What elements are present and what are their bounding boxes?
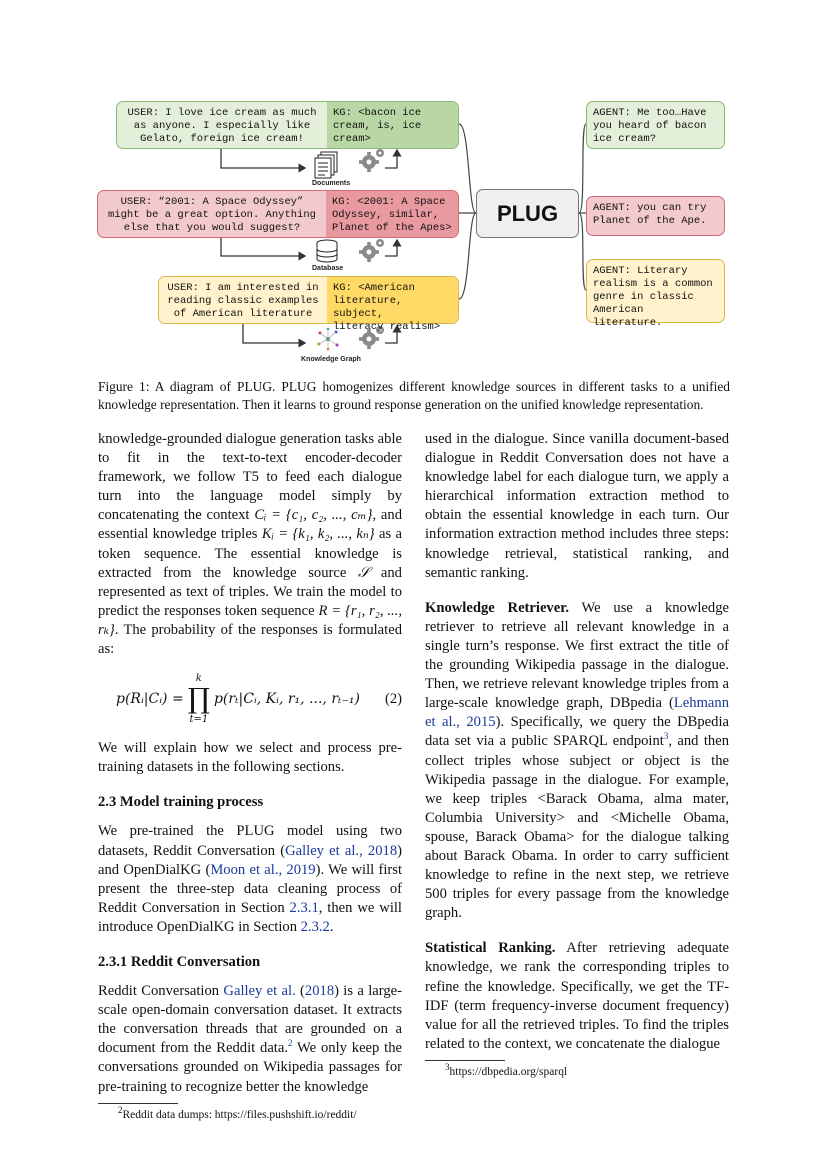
database-label: Database	[312, 265, 344, 272]
row1-input-box	[116, 101, 459, 149]
documents-label: Documents	[312, 180, 351, 187]
text-run: and represented as text of triples. We train the model to predict the responses token sequence	[98, 564, 402, 619]
text-line: realism is a common	[593, 278, 713, 290]
math-inline: Cᵢ = {c₁, c₂, ..., cₘ}	[254, 507, 373, 524]
section-heading-2-3-1: 2.3.1 Reddit Conversation	[98, 953, 261, 970]
math-inline: 𝒮	[357, 564, 370, 581]
footnote-number: 3	[445, 1062, 450, 1073]
text-line: USER: I am interested in	[167, 282, 319, 294]
section-heading-2-3: 2.3 Model training process	[98, 794, 264, 811]
row2-input-box	[97, 190, 459, 238]
text-line: Gelato, foreign ice cream!	[140, 133, 304, 145]
text-line: reading classic examples	[167, 295, 319, 307]
agent-response-2	[586, 196, 725, 236]
text-run: (	[295, 983, 305, 1000]
paragraph-heading: Statistical Ranking.	[425, 940, 556, 957]
row2-kg-text	[326, 191, 458, 237]
text-line: AGENT: Me too…Have	[593, 107, 707, 119]
row3-input-box	[158, 276, 459, 333]
row3-input-arrow	[243, 323, 305, 343]
documents-icon	[315, 152, 337, 178]
text-line: you heard of bacon	[593, 120, 707, 132]
right-column	[425, 430, 729, 1079]
paragraph-heading: Knowledge Retriever.	[425, 599, 569, 616]
text-run: knowledge-grounded dialogue generation tasks able to fit in the text-to-text encoder-decoder framework, we follow T5 to feed each dialogue turn into the language model simply by concatenating the context	[98, 431, 402, 524]
text-line: KG: <2001: A Space	[332, 196, 446, 208]
left-column	[98, 430, 402, 1122]
equation-number: (2)	[384, 690, 402, 707]
product-upper-limit: k	[195, 673, 202, 685]
text-line: American literature.	[593, 304, 663, 329]
row1-input-arrow	[221, 148, 305, 168]
product-symbol: ∏	[187, 682, 210, 716]
text-line: AGENT: Literary	[593, 265, 688, 277]
text-line: Planet of the Ape.	[593, 215, 707, 227]
row2-output-arrow	[385, 240, 397, 256]
paragraph	[98, 822, 402, 937]
text-line: USER: I love ice cream as much	[127, 107, 317, 119]
row2-user-text	[98, 191, 326, 237]
agent-response-3	[586, 259, 725, 329]
row2-input-arrow	[221, 238, 305, 256]
text-run: ) is a large-scale open-domain conversation dataset. It extracts the conversation threads that are grounded on a document from the Reddit data.	[98, 983, 402, 1057]
text-run: as a token sequence. The essential knowledge is extracted from the knowledge source	[98, 526, 402, 581]
footnote-text: https://dbpedia.org/sparql	[449, 1065, 568, 1078]
equation-2	[98, 663, 402, 735]
row1-user-text	[117, 102, 327, 148]
math-inline: Kᵢ = {k₁, k₂, ..., kₙ}	[261, 526, 375, 543]
citation-link[interactable]: Moon et al., 2019	[210, 861, 316, 878]
figure-caption: Figure 1: A diagram of PLUG. PLUG homogenizes different knowledge sources in different tasks to a unified knowledge representation. Then it learns to ground response generation on the unified knowledge representation.	[98, 379, 730, 412]
gear-icon	[359, 239, 384, 262]
text-run: ). Specifically, we query the DBpedia data set via a public SPARQL endpoint	[425, 714, 729, 750]
text-line: of American literature	[173, 308, 313, 320]
text-run: .	[329, 918, 334, 935]
paragraph: We will explain how we select and process pre-training datasets in the following sections.	[98, 740, 402, 776]
connector-plug-agent3	[579, 213, 586, 290]
section-ref-link[interactable]: 2.3.2	[300, 918, 330, 935]
text-line: genre in classic	[593, 291, 694, 303]
footnote-rule	[98, 1103, 178, 1104]
text-run: , and essential knowledge triples	[98, 507, 403, 543]
equation-body	[116, 673, 360, 725]
paragraph	[425, 599, 729, 924]
row1-kg-text	[327, 102, 458, 148]
database-icon	[317, 240, 337, 262]
row3-user-text	[159, 277, 327, 323]
text-line: literature, subject,	[333, 295, 403, 320]
text-line: KG: <bacon ice	[333, 107, 422, 119]
footnote-marker[interactable]: 3	[663, 731, 669, 742]
knowledge-graph-label: Knowledge Graph	[301, 356, 361, 363]
gear-icon	[359, 149, 384, 172]
connector-row3-plug	[459, 213, 476, 299]
product-lower-limit: t=1	[189, 714, 209, 726]
footnote-3	[425, 1062, 729, 1079]
text-line: ice cream?	[593, 133, 657, 145]
connector-plug-agent1	[579, 124, 586, 213]
text-run: We only keep the conversations grounded on Wikipedia passages for pre-training to recognize better the knowledge	[98, 1040, 402, 1095]
text-line: else that you would suggest?	[123, 222, 301, 234]
text-line: cream, is, ice	[333, 120, 422, 132]
text-line: literacy realism>	[333, 321, 441, 333]
paragraph	[98, 982, 402, 1097]
paragraph: used in the dialogue. Since vanilla document-based dialogue in Reddit Conversation does not have a knowledge label for each dialogue turn, we apply a hierarchical information extraction method to obtain the essential knowledge in each turn. Our information extraction method includes three steps: knowledge retrieval, statistical ranking, and semantic ranking.	[425, 431, 729, 581]
text-line: KG: <American	[333, 282, 415, 294]
row3-kg-text	[327, 277, 458, 333]
text-line: AGENT: you can try	[593, 202, 707, 214]
footnote-2	[98, 1104, 402, 1122]
text-run: After retrieving adequate knowledge, we rank the corresponding triples to refine the knowledge. Specifically, we get the TF-IDF (term frequency-inverse document frequency) value for all the retrieved triples. To find the triples related to the context, we concatenate the dialogue	[425, 940, 729, 1052]
text-run: Reddit Conversation	[98, 983, 224, 1000]
plug-model-box: PLUG	[476, 189, 579, 238]
footnote-number: 2	[118, 1104, 123, 1115]
text-line: Odyssey, similar,	[332, 209, 440, 221]
citation-link[interactable]: 2018	[304, 983, 335, 1000]
citation-link[interactable]: Galley et al.	[223, 983, 296, 1000]
text-line: USER: “2001: A Space Odyssey”	[120, 196, 304, 208]
math-inline: R = {r₁, r₂, ..., rₖ}	[98, 602, 403, 638]
text-run: We pre-trained the PLUG model using two datasets, Reddit Conversation (	[98, 823, 402, 859]
text-line: as anyone. I especially like	[133, 120, 311, 132]
equation-rhs: p(rₜ|Cᵢ, Kᵢ, r₁, ..., rₜ₋₁)	[213, 690, 360, 707]
text-run: , and then collect triples whose subject or object is the Wikipedia passage in the dialogue. For example, we keep triples <Barack Obama, alma mater, Columbia University> and <Michelle Obama, spouse, Barack Obama> for the dialogue talking about Barack Obama. In order to carry sufficient knowledge to refine in the next step, we retrieve 500 triples for every passage from the knowledge graph.	[425, 733, 729, 922]
citation-link[interactable]: Lehmann et al., 2015	[425, 695, 729, 731]
row1-output-arrow	[385, 150, 397, 168]
equation-lhs: p(Rᵢ|Cᵢ) =	[116, 690, 184, 707]
text-line: might be a great option. Anything	[108, 209, 316, 221]
text-line: Planet of the Apes>	[332, 222, 452, 234]
footnote-marker[interactable]: 2	[287, 1038, 293, 1049]
figure-1	[0, 0, 827, 380]
connector-row1-plug	[459, 124, 476, 213]
section-ref-link[interactable]: 2.3.1	[289, 899, 319, 916]
footnote-text: Reddit data dumps: https://files.pushshift.io/reddit/	[122, 1108, 357, 1121]
paragraph	[98, 430, 402, 659]
footnote-rule	[425, 1060, 505, 1061]
citation-link[interactable]: Galley et al., 2018	[285, 842, 398, 859]
product-operator	[188, 673, 210, 725]
agent-response-1	[586, 101, 725, 149]
text-run: . The probability of the responses is formulated as:	[98, 621, 402, 658]
text-line: cream>	[333, 133, 371, 145]
text-run: We use a knowledge retriever to retrieve all relevant knowledge in a single turn’s response. We first extract the title of the grounding Wikipedia passage in the dialogue. Then, we retrieve relevant knowledge triples from a large-scale knowledge graph, DBpedia (	[425, 599, 729, 712]
paragraph	[425, 939, 729, 1054]
text-run: ). We will first present the three-step data cleaning process of Reddit Conversation in Section	[98, 861, 403, 916]
text-run: ) and OpenDialKG (	[98, 842, 402, 878]
text-run: , then we will introduce OpenDialKG in Section	[98, 899, 402, 935]
